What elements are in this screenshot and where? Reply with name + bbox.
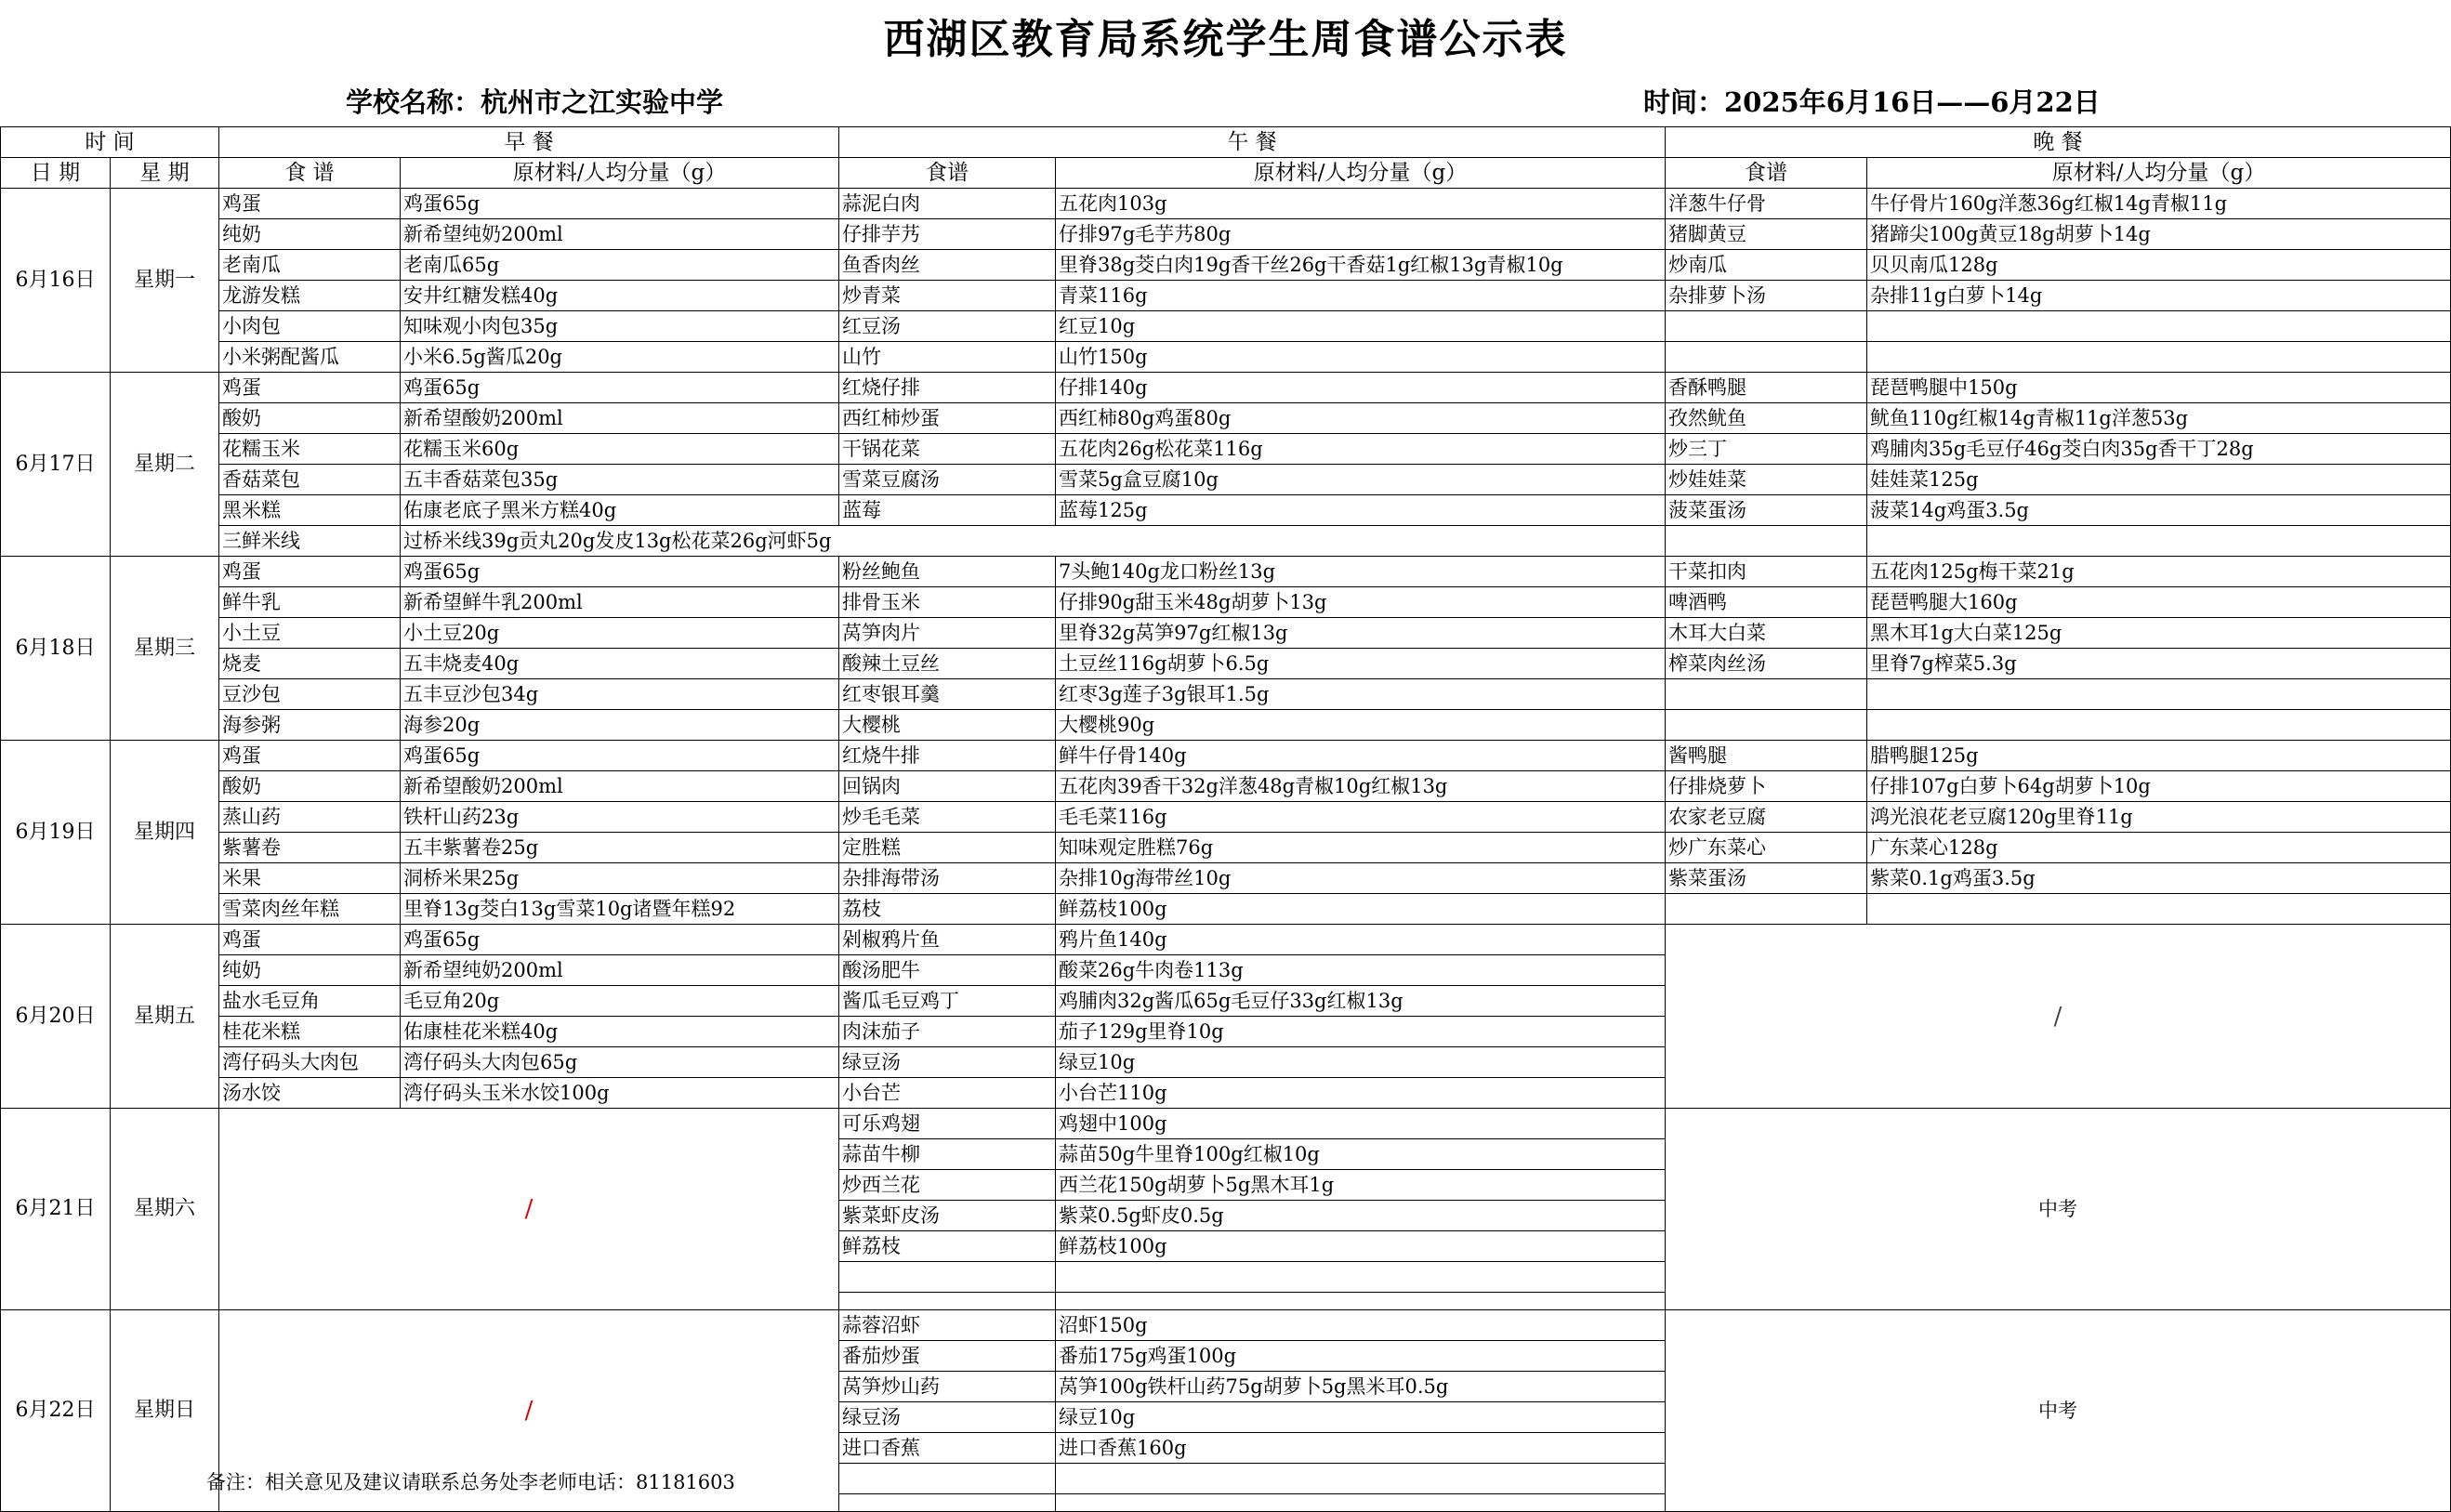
lunch-ingredients: 土豆丝116g胡萝卜6.5g bbox=[1056, 649, 1666, 679]
breakfast-ingredients: 小土豆20g bbox=[401, 618, 839, 649]
lunch-dish: 排骨玉米 bbox=[839, 587, 1056, 618]
lunch-ingredients: 鸦片鱼140g bbox=[1056, 925, 1666, 955]
lunch-ingredients: 仔排140g bbox=[1056, 373, 1666, 403]
dinner-ingredients: 广东菜心128g bbox=[1867, 833, 2451, 863]
lunch-dish: 大樱桃 bbox=[839, 710, 1056, 741]
dinner-dish-empty bbox=[1666, 311, 1867, 342]
dinner-ingredients: 鸡脯肉35g毛豆仔46g茭白肉35g香干丁28g bbox=[1867, 434, 2451, 465]
lunch-dish: 莴笋肉片 bbox=[839, 618, 1056, 649]
breakfast-dish: 香菇菜包 bbox=[219, 465, 401, 495]
breakfast-ingredients: 洞桥米果25g bbox=[401, 863, 839, 894]
dinner-ingredients: 黑木耳1g大白菜125g bbox=[1867, 618, 2451, 649]
lunch-ingredients: 绿豆10g bbox=[1056, 1047, 1666, 1078]
lunch-ingredients: 西红柿80g鸡蛋80g bbox=[1056, 403, 1666, 434]
lunch-dish: 番茄炒蛋 bbox=[839, 1341, 1056, 1372]
day-weekday: 星期六 bbox=[111, 1109, 219, 1310]
breakfast-dish: 纯奶 bbox=[219, 219, 401, 250]
lunch-dish: 进口香蕉 bbox=[839, 1433, 1056, 1464]
header-date: 日 期 bbox=[1, 158, 111, 189]
menu-row bbox=[1, 189, 2451, 219]
page-title: 西湖区教育局系统学生周食谱公示表 bbox=[883, 16, 1568, 63]
dinner-dish: 榨菜肉丝汤 bbox=[1666, 649, 1867, 679]
header-weekday: 星 期 bbox=[111, 158, 219, 189]
dinner-ingredients: 菠菜14g鸡蛋3.5g bbox=[1867, 495, 2451, 526]
menu-row bbox=[1, 649, 2451, 679]
lunch-ingredients: 鲜牛仔骨140g bbox=[1056, 741, 1666, 771]
lunch-ingredients-empty bbox=[1056, 1464, 1666, 1494]
menu-row bbox=[1, 618, 2451, 649]
breakfast-ingredients: 湾仔码头玉米水饺100g bbox=[401, 1078, 839, 1109]
breakfast-ingredients: 里脊13g茭白13g雪菜10g诸暨年糕92 bbox=[401, 894, 839, 925]
breakfast-ingredients: 海参20g bbox=[401, 710, 839, 741]
lunch-dish: 仔排芋艿 bbox=[839, 219, 1056, 250]
day-weekday: 星期二 bbox=[111, 373, 219, 557]
breakfast-ingredients: 铁杆山药23g bbox=[401, 802, 839, 833]
menu-row bbox=[1, 1310, 2451, 1341]
lunch-dish: 蒜苗牛柳 bbox=[839, 1139, 1056, 1170]
breakfast-dish: 小米粥配酱瓜 bbox=[219, 342, 401, 373]
day-weekday: 星期三 bbox=[111, 557, 219, 741]
lunch-dish: 绿豆汤 bbox=[839, 1402, 1056, 1433]
breakfast-dish: 豆沙包 bbox=[219, 679, 401, 710]
dinner-dish: 炒南瓜 bbox=[1666, 250, 1867, 281]
header-lunch: 午 餐 bbox=[839, 127, 1666, 158]
breakfast-dish: 海参粥 bbox=[219, 710, 401, 741]
dinner-ingredients-empty bbox=[1867, 311, 2451, 342]
lunch-ingredients: 五花肉39香干32g洋葱48g青椒10g红椒13g bbox=[1056, 771, 1666, 802]
dinner-dish: 啤酒鸭 bbox=[1666, 587, 1867, 618]
lunch-dish: 剁椒鸦片鱼 bbox=[839, 925, 1056, 955]
lunch-ingredients: 西兰花150g胡萝卜5g黑木耳1g bbox=[1056, 1170, 1666, 1201]
header-time: 时 间 bbox=[1, 127, 219, 158]
menu-row bbox=[1, 281, 2451, 311]
lunch-dish: 小台芒 bbox=[839, 1078, 1056, 1109]
breakfast-ingredients: 佑康桂花米糕40g bbox=[401, 1017, 839, 1047]
lunch-dish: 鲜荔枝 bbox=[839, 1231, 1056, 1262]
lunch-dish: 定胜糕 bbox=[839, 833, 1056, 863]
dinner-ingredients: 里脊7g榨菜5.3g bbox=[1867, 649, 2451, 679]
lunch-ingredients: 酸菜26g牛肉卷113g bbox=[1056, 955, 1666, 986]
breakfast-ingredients: 过桥米线39g贡丸20g发皮13g松花菜26g河虾5g bbox=[401, 526, 1666, 557]
dinner-ingredients-empty bbox=[1867, 526, 2451, 557]
menu-row bbox=[1, 925, 2451, 955]
breakfast-ingredients: 小米6.5g酱瓜20g bbox=[401, 342, 839, 373]
lunch-ingredients: 鲜荔枝100g bbox=[1056, 894, 1666, 925]
breakfast-ingredients: 安井红糖发糕40g bbox=[401, 281, 839, 311]
breakfast-ingredients: 毛豆角20g bbox=[401, 986, 839, 1017]
breakfast-dish: 雪菜肉丝年糕 bbox=[219, 894, 401, 925]
lunch-ingredients: 仔排90g甜玉米48g胡萝卜13g bbox=[1056, 587, 1666, 618]
menu-row bbox=[1, 434, 2451, 465]
breakfast-ingredients: 新希望鲜牛乳200ml bbox=[401, 587, 839, 618]
dinner-ingredients: 腊鸭腿125g bbox=[1867, 741, 2451, 771]
header-breakfast: 早 餐 bbox=[219, 127, 839, 158]
menu-row bbox=[1, 771, 2451, 802]
dinner-ingredients: 紫菜0.1g鸡蛋3.5g bbox=[1867, 863, 2451, 894]
lunch-dish: 杂排海带汤 bbox=[839, 863, 1056, 894]
breakfast-dish: 盐水毛豆角 bbox=[219, 986, 401, 1017]
menu-row bbox=[1, 894, 2451, 925]
dinner-ingredients: 娃娃菜125g bbox=[1867, 465, 2451, 495]
dinner-dish: 仔排烧萝卜 bbox=[1666, 771, 1867, 802]
breakfast-dish: 鸡蛋 bbox=[219, 189, 401, 219]
dinner-ingredients: 鸿光浪花老豆腐120g里脊11g bbox=[1867, 802, 2451, 833]
day-date: 6月16日 bbox=[1, 189, 111, 373]
breakfast-dish: 鸡蛋 bbox=[219, 741, 401, 771]
dinner-dish: 杂排萝卜汤 bbox=[1666, 281, 1867, 311]
lunch-dish: 荔枝 bbox=[839, 894, 1056, 925]
dinner-ingredients: 杂排11g白萝卜14g bbox=[1867, 281, 2451, 311]
lunch-ingredients: 小台芒110g bbox=[1056, 1078, 1666, 1109]
lunch-ingredients: 莴笋100g铁杆山药75g胡萝卜5g黑米耳0.5g bbox=[1056, 1372, 1666, 1402]
header-ingredients: 原材料/人均分量（g） bbox=[401, 158, 839, 189]
dinner-dish-empty bbox=[1666, 342, 1867, 373]
dinner-ingredients: 鱿鱼110g红椒14g青椒11g洋葱53g bbox=[1867, 403, 2451, 434]
dinner-dish-empty bbox=[1666, 679, 1867, 710]
lunch-ingredients: 红豆10g bbox=[1056, 311, 1666, 342]
breakfast-ingredients: 鸡蛋65g bbox=[401, 925, 839, 955]
day-date: 6月18日 bbox=[1, 557, 111, 741]
header-dish: 食谱 bbox=[1666, 158, 1867, 189]
dinner-ingredients: 牛仔骨片160g洋葱36g红椒14g青椒11g bbox=[1867, 189, 2451, 219]
dinner-dish: 洋葱牛仔骨 bbox=[1666, 189, 1867, 219]
menu-row bbox=[1, 465, 2451, 495]
dinner-ingredients: 琵琶鸭腿中150g bbox=[1867, 373, 2451, 403]
breakfast-dish: 紫薯卷 bbox=[219, 833, 401, 863]
breakfast-dish: 汤水饺 bbox=[219, 1078, 401, 1109]
breakfast-dish: 花糯玉米 bbox=[219, 434, 401, 465]
lunch-ingredients: 杂排10g海带丝10g bbox=[1056, 863, 1666, 894]
breakfast-ingredients: 鸡蛋65g bbox=[401, 557, 839, 587]
menu-row bbox=[1, 833, 2451, 863]
lunch-ingredients: 里脊32g莴笋97g红椒13g bbox=[1056, 618, 1666, 649]
lunch-ingredients: 五花肉103g bbox=[1056, 189, 1666, 219]
header-ingredients: 原材料/人均分量（g） bbox=[1056, 158, 1666, 189]
dinner-note: / bbox=[1666, 925, 2451, 1109]
menu-period: 时间：2025年6月16日——6月22日 bbox=[1643, 86, 2101, 118]
lunch-ingredients: 进口香蕉160g bbox=[1056, 1433, 1666, 1464]
dinner-dish: 干菜扣肉 bbox=[1666, 557, 1867, 587]
day-date: 6月19日 bbox=[1, 741, 111, 925]
day-date: 6月22日 bbox=[1, 1310, 111, 1512]
lunch-ingredients-empty bbox=[1056, 1262, 1666, 1293]
lunch-dish: 鱼香肉丝 bbox=[839, 250, 1056, 281]
menu-row bbox=[1, 679, 2451, 710]
breakfast-ingredients: 知味观小肉包35g bbox=[401, 311, 839, 342]
lunch-dish-empty bbox=[839, 1494, 1056, 1512]
day-weekday: 星期四 bbox=[111, 741, 219, 925]
day-weekday: 星期五 bbox=[111, 925, 219, 1109]
lunch-dish: 炒青菜 bbox=[839, 281, 1056, 311]
breakfast-ingredients: 五丰豆沙包34g bbox=[401, 679, 839, 710]
breakfast-ingredients: 新希望酸奶200ml bbox=[401, 771, 839, 802]
lunch-ingredients: 蓝莓125g bbox=[1056, 495, 1666, 526]
dinner-dish: 炒娃娃菜 bbox=[1666, 465, 1867, 495]
lunch-dish: 干锅花菜 bbox=[839, 434, 1056, 465]
header-dish: 食 谱 bbox=[219, 158, 401, 189]
day-date: 6月17日 bbox=[1, 373, 111, 557]
day-date: 6月20日 bbox=[1, 925, 111, 1109]
lunch-dish: 蒜泥白肉 bbox=[839, 189, 1056, 219]
dinner-dish: 农家老豆腐 bbox=[1666, 802, 1867, 833]
breakfast-dish: 酸奶 bbox=[219, 403, 401, 434]
lunch-dish: 莴笋炒山药 bbox=[839, 1372, 1056, 1402]
breakfast-ingredients: 五丰紫薯卷25g bbox=[401, 833, 839, 863]
lunch-dish: 蒜蓉沼虾 bbox=[839, 1310, 1056, 1341]
lunch-dish: 山竹 bbox=[839, 342, 1056, 373]
dinner-dish: 炒三丁 bbox=[1666, 434, 1867, 465]
breakfast-ingredients: 五丰香菇菜包35g bbox=[401, 465, 839, 495]
breakfast-ingredients: 新希望酸奶200ml bbox=[401, 403, 839, 434]
breakfast-ingredients: 鸡蛋65g bbox=[401, 741, 839, 771]
lunch-dish: 可乐鸡翅 bbox=[839, 1109, 1056, 1139]
dinner-dish-empty bbox=[1666, 526, 1867, 557]
breakfast-dish: 鸡蛋 bbox=[219, 925, 401, 955]
dinner-dish: 猪脚黄豆 bbox=[1666, 219, 1867, 250]
lunch-dish: 蓝莓 bbox=[839, 495, 1056, 526]
lunch-dish-empty bbox=[839, 1464, 1056, 1494]
dinner-ingredients: 贝贝南瓜128g bbox=[1867, 250, 2451, 281]
day-weekday: 星期一 bbox=[111, 189, 219, 373]
breakfast-none-note: / bbox=[219, 1310, 839, 1512]
lunch-ingredients: 红枣3g莲子3g银耳1.5g bbox=[1056, 679, 1666, 710]
lunch-ingredients: 绿豆10g bbox=[1056, 1402, 1666, 1433]
breakfast-dish: 小土豆 bbox=[219, 618, 401, 649]
dinner-ingredients-empty bbox=[1867, 894, 2451, 925]
breakfast-dish: 纯奶 bbox=[219, 955, 401, 986]
breakfast-dish: 小肉包 bbox=[219, 311, 401, 342]
lunch-ingredients: 雪菜5g盒豆腐10g bbox=[1056, 465, 1666, 495]
dinner-dish: 酱鸭腿 bbox=[1666, 741, 1867, 771]
menu-row bbox=[1, 863, 2451, 894]
dinner-ingredients-empty bbox=[1867, 679, 2451, 710]
lunch-ingredients: 蒜苗50g牛里脊100g红椒10g bbox=[1056, 1139, 1666, 1170]
lunch-ingredients: 毛毛菜116g bbox=[1056, 802, 1666, 833]
dinner-dish: 香酥鸭腿 bbox=[1666, 373, 1867, 403]
menu-row bbox=[1, 710, 2451, 741]
breakfast-ingredients: 老南瓜65g bbox=[401, 250, 839, 281]
breakfast-ingredients: 新希望纯奶200ml bbox=[401, 955, 839, 986]
dinner-dish: 紫菜蛋汤 bbox=[1666, 863, 1867, 894]
lunch-dish-empty bbox=[839, 1293, 1056, 1310]
menu-row bbox=[1, 526, 2451, 557]
menu-row bbox=[1, 342, 2451, 373]
breakfast-dish: 鸡蛋 bbox=[219, 557, 401, 587]
lunch-ingredients: 大樱桃90g bbox=[1056, 710, 1666, 741]
lunch-ingredients: 知味观定胜糕76g bbox=[1056, 833, 1666, 863]
dinner-ingredients: 琵琶鸭腿大160g bbox=[1867, 587, 2451, 618]
dinner-ingredients: 五花肉125g梅干菜21g bbox=[1867, 557, 2451, 587]
lunch-dish: 绿豆汤 bbox=[839, 1047, 1056, 1078]
dinner-dish-empty bbox=[1666, 894, 1867, 925]
breakfast-dish: 蒸山药 bbox=[219, 802, 401, 833]
menu-row bbox=[1, 311, 2451, 342]
breakfast-dish: 烧麦 bbox=[219, 649, 401, 679]
breakfast-dish: 三鲜米线 bbox=[219, 526, 401, 557]
footer-note: 备注：相关意见及建议请联系总务处李老师电话：81181603 bbox=[206, 1471, 735, 1493]
menu-row bbox=[1, 219, 2451, 250]
menu-row bbox=[1, 1109, 2451, 1139]
lunch-ingredients-empty bbox=[1056, 1293, 1666, 1310]
menu-row bbox=[1, 741, 2451, 771]
lunch-ingredients: 山竹150g bbox=[1056, 342, 1666, 373]
menu-row bbox=[1, 250, 2451, 281]
lunch-dish: 红豆汤 bbox=[839, 311, 1056, 342]
lunch-ingredients: 7头鲍140g龙口粉丝13g bbox=[1056, 557, 1666, 587]
breakfast-dish: 龙游发糕 bbox=[219, 281, 401, 311]
breakfast-ingredients: 佑康老底子黑米方糕40g bbox=[401, 495, 839, 526]
breakfast-ingredients: 五丰烧麦40g bbox=[401, 649, 839, 679]
breakfast-dish: 湾仔码头大肉包 bbox=[219, 1047, 401, 1078]
lunch-dish: 红烧仔排 bbox=[839, 373, 1056, 403]
lunch-ingredients: 里脊38g茭白肉19g香干丝26g干香菇1g红椒13g青椒10g bbox=[1056, 250, 1666, 281]
day-date: 6月21日 bbox=[1, 1109, 111, 1310]
menu-row bbox=[1, 403, 2451, 434]
lunch-dish: 红枣银耳羹 bbox=[839, 679, 1056, 710]
lunch-ingredients-empty bbox=[1056, 1494, 1666, 1512]
school-name: 学校名称：杭州市之江实验中学 bbox=[346, 86, 724, 118]
lunch-dish: 雪菜豆腐汤 bbox=[839, 465, 1056, 495]
lunch-dish: 红烧牛排 bbox=[839, 741, 1056, 771]
lunch-ingredients: 紫菜0.5g虾皮0.5g bbox=[1056, 1201, 1666, 1231]
lunch-dish: 酸辣土豆丝 bbox=[839, 649, 1056, 679]
dinner-note: 中考 bbox=[1666, 1310, 2451, 1512]
menu-row bbox=[1, 557, 2451, 587]
lunch-dish-empty bbox=[839, 1262, 1056, 1293]
lunch-dish: 紫菜虾皮汤 bbox=[839, 1201, 1056, 1231]
dinner-dish: 炒广东菜心 bbox=[1666, 833, 1867, 863]
lunch-dish: 西红柿炒蛋 bbox=[839, 403, 1056, 434]
breakfast-dish: 黑米糕 bbox=[219, 495, 401, 526]
weekly-menu-table bbox=[0, 126, 2451, 1512]
breakfast-dish: 老南瓜 bbox=[219, 250, 401, 281]
menu-row bbox=[1, 587, 2451, 618]
breakfast-ingredients: 花糯玉米60g bbox=[401, 434, 839, 465]
breakfast-dish: 酸奶 bbox=[219, 771, 401, 802]
lunch-ingredients: 沼虾150g bbox=[1056, 1310, 1666, 1341]
lunch-ingredients: 茄子129g里脊10g bbox=[1056, 1017, 1666, 1047]
lunch-ingredients: 仔排97g毛芋艿80g bbox=[1056, 219, 1666, 250]
lunch-ingredients: 番茄175g鸡蛋100g bbox=[1056, 1341, 1666, 1372]
day-weekday: 星期日 bbox=[111, 1310, 219, 1512]
lunch-dish: 肉沫茄子 bbox=[839, 1017, 1056, 1047]
menu-row bbox=[1, 495, 2451, 526]
breakfast-dish: 鲜牛乳 bbox=[219, 587, 401, 618]
lunch-ingredients: 鲜荔枝100g bbox=[1056, 1231, 1666, 1262]
lunch-ingredients: 鸡脯肉32g酱瓜65g毛豆仔33g红椒13g bbox=[1056, 986, 1666, 1017]
dinner-ingredients-empty bbox=[1867, 342, 2451, 373]
dinner-dish: 孜然鱿鱼 bbox=[1666, 403, 1867, 434]
menu-row bbox=[1, 802, 2451, 833]
dinner-ingredients: 猪蹄尖100g黄豆18g胡萝卜14g bbox=[1867, 219, 2451, 250]
breakfast-ingredients: 鸡蛋65g bbox=[401, 373, 839, 403]
lunch-dish: 酱瓜毛豆鸡丁 bbox=[839, 986, 1056, 1017]
breakfast-dish: 鸡蛋 bbox=[219, 373, 401, 403]
dinner-dish: 木耳大白菜 bbox=[1666, 618, 1867, 649]
breakfast-ingredients: 湾仔码头大肉包65g bbox=[401, 1047, 839, 1078]
lunch-dish: 酸汤肥牛 bbox=[839, 955, 1056, 986]
header-ingredients: 原材料/人均分量（g） bbox=[1867, 158, 2451, 189]
lunch-dish: 炒西兰花 bbox=[839, 1170, 1056, 1201]
lunch-dish: 回锅肉 bbox=[839, 771, 1056, 802]
dinner-note: 中考 bbox=[1666, 1109, 2451, 1310]
dinner-ingredients-empty bbox=[1867, 710, 2451, 741]
header-dish: 食谱 bbox=[839, 158, 1056, 189]
dinner-ingredients: 仔排107g白萝卜64g胡萝卜10g bbox=[1867, 771, 2451, 802]
breakfast-ingredients: 鸡蛋65g bbox=[401, 189, 839, 219]
menu-row bbox=[1, 373, 2451, 403]
header-dinner: 晚 餐 bbox=[1666, 127, 2451, 158]
dinner-dish: 菠菜蛋汤 bbox=[1666, 495, 1867, 526]
breakfast-none-note: / bbox=[219, 1109, 839, 1310]
lunch-dish: 炒毛毛菜 bbox=[839, 802, 1056, 833]
lunch-ingredients: 鸡翅中100g bbox=[1056, 1109, 1666, 1139]
breakfast-dish: 米果 bbox=[219, 863, 401, 894]
lunch-ingredients: 青菜116g bbox=[1056, 281, 1666, 311]
lunch-ingredients: 五花肉26g松花菜116g bbox=[1056, 434, 1666, 465]
dinner-dish-empty bbox=[1666, 710, 1867, 741]
breakfast-ingredients: 新希望纯奶200ml bbox=[401, 219, 839, 250]
lunch-dish: 粉丝鲍鱼 bbox=[839, 557, 1056, 587]
breakfast-dish: 桂花米糕 bbox=[219, 1017, 401, 1047]
